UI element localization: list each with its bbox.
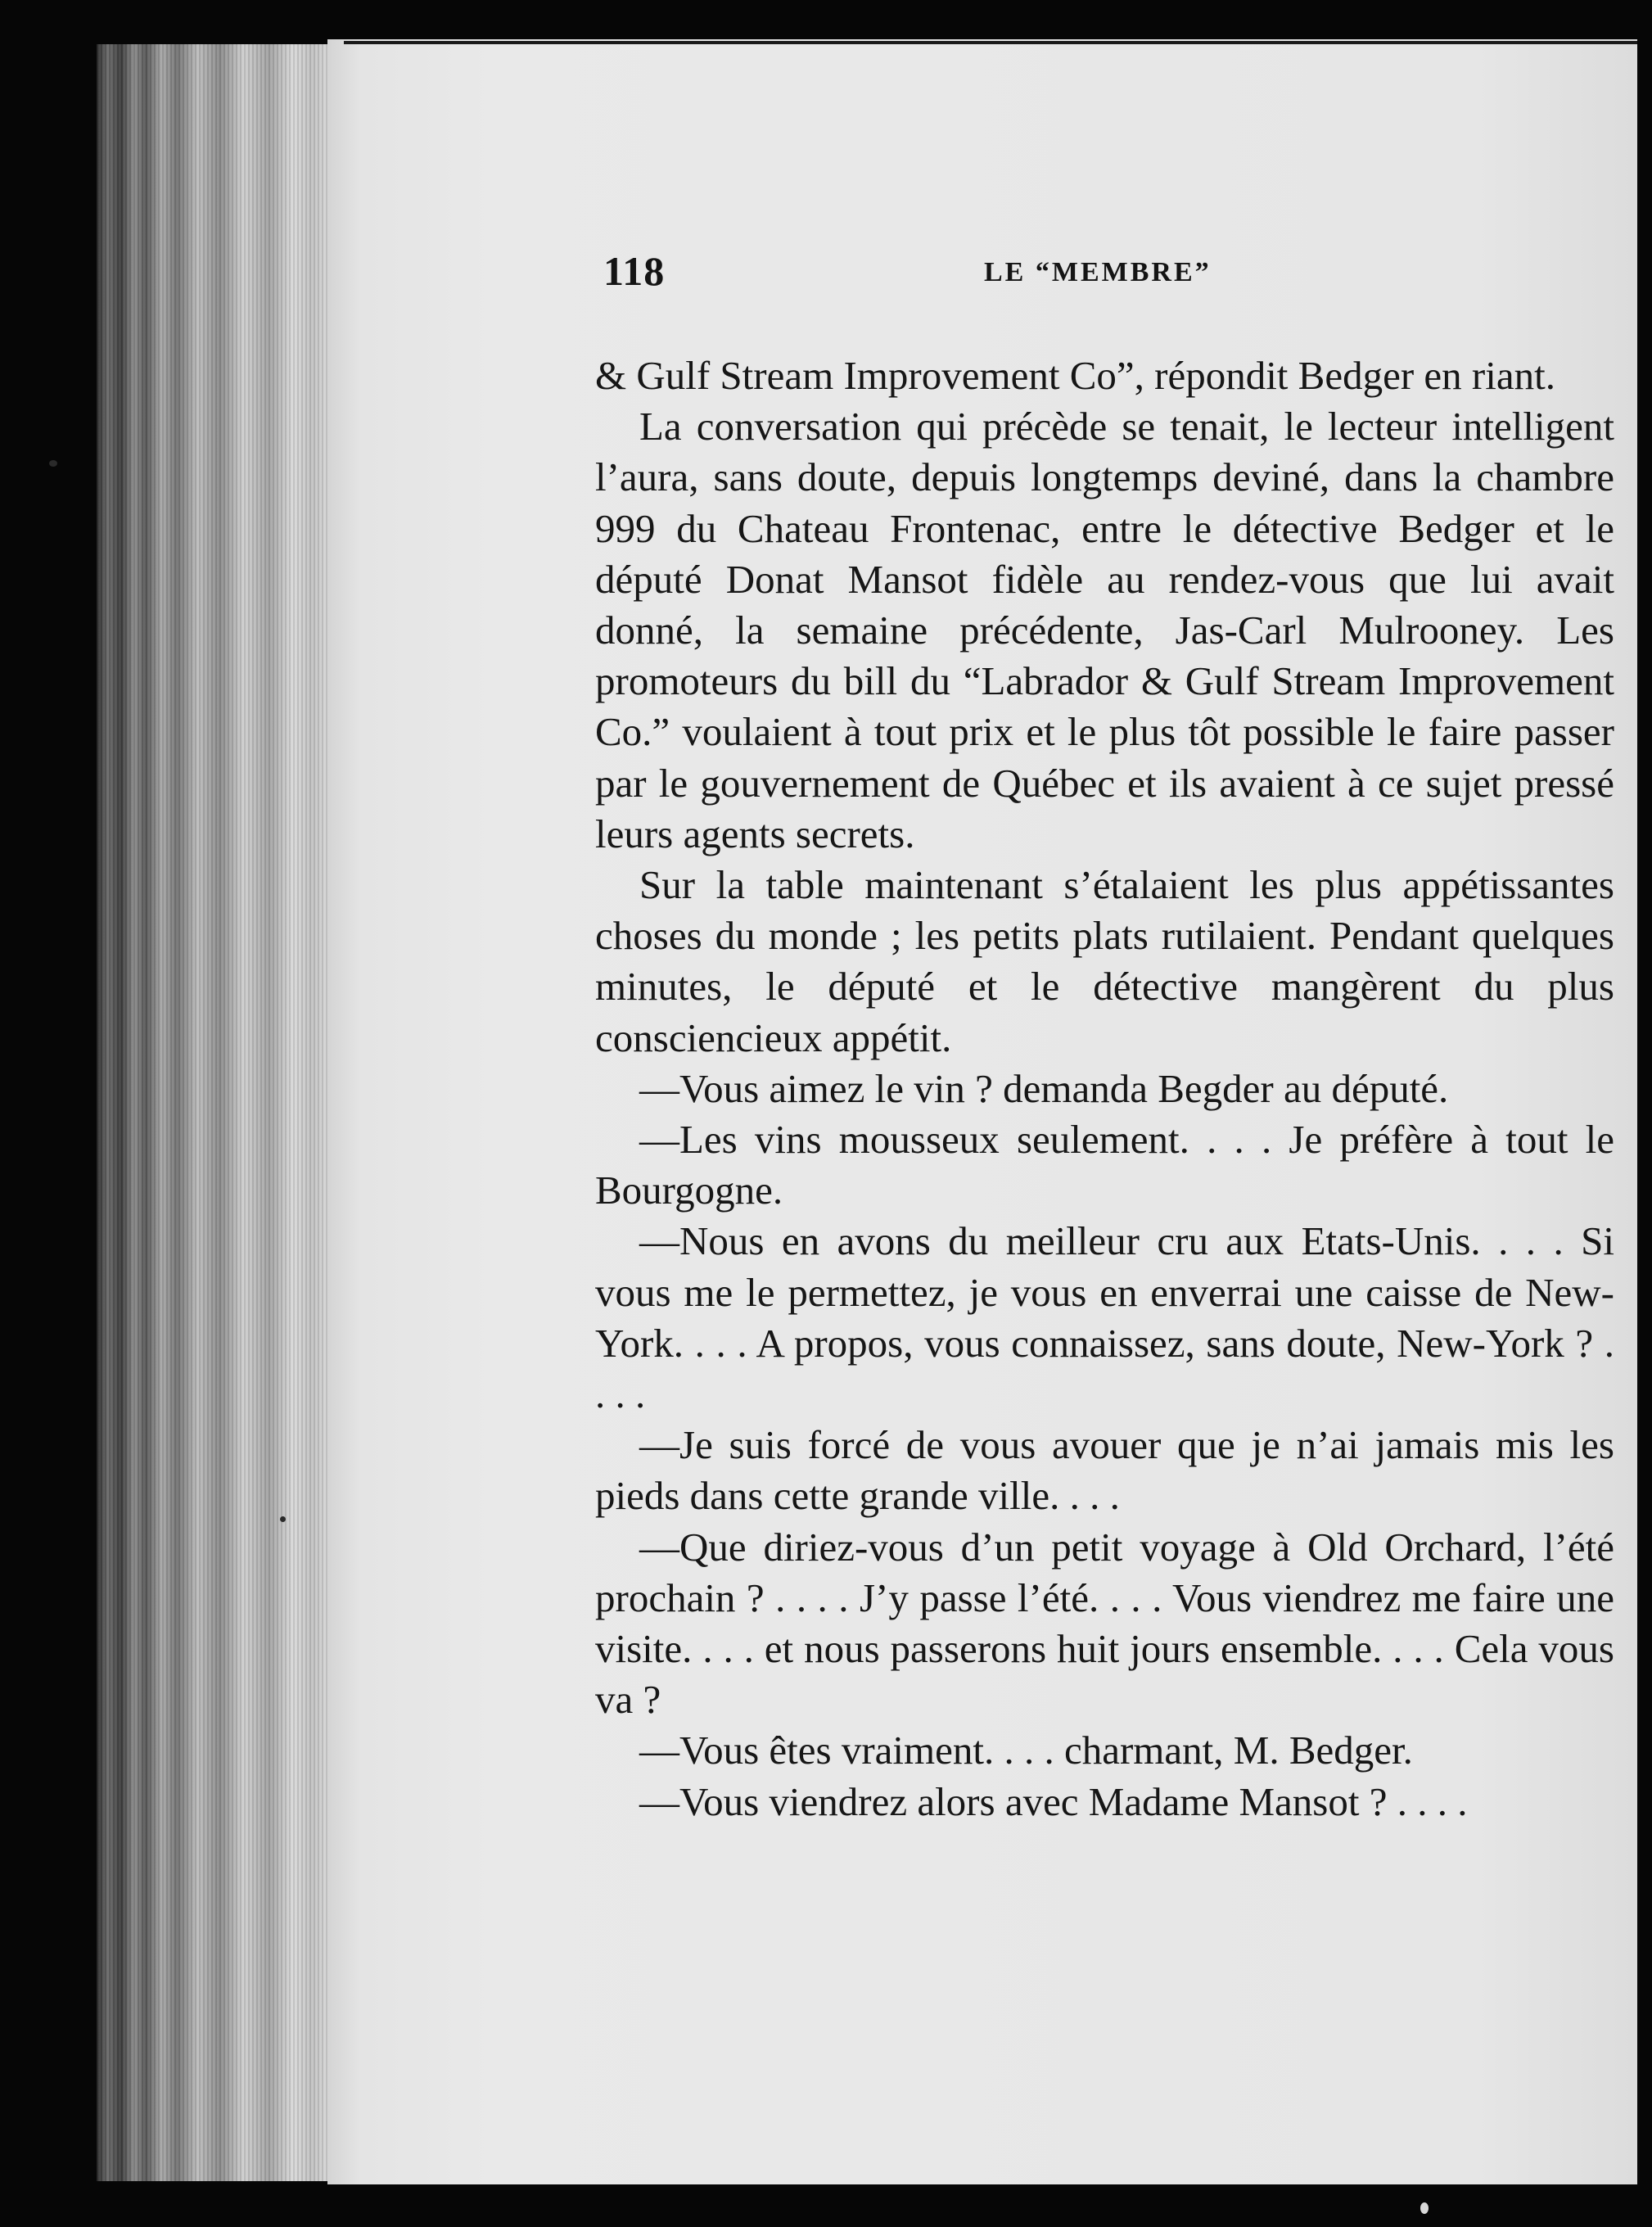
- dust-speck: [1420, 2202, 1429, 2214]
- paragraph: & Gulf Stream Improvement Co”, répondit Bedger en riant.: [595, 353, 1555, 398]
- book-page-edges: [97, 44, 334, 2181]
- dialogue-line: —Que diriez-vous d’un petit voyage à Old Orchard, l’été prochain ? . . . . J’y passe l’été. . . . Vous viendrez me faire une visite. . . . et nous passerons huit jours ensemble. . . . Cela vous va ?: [595, 1524, 1614, 1723]
- paragraph: Sur la table maintenant s’étalaient les plus appétissantes choses du monde ; les petits plats rutilaient. Pendant quelques minutes, le député et le détective mangèrent du plus consciencieux appétit.: [595, 862, 1614, 1060]
- dust-speck: [49, 460, 57, 467]
- dialogue-line: —Nous en avons du meilleur cru aux Etats-Unis. . . . Si vous me le permettez, je vous en enverrai une caisse de New-York. . . . A propos, vous connaissez, sans doute, New-York ? . . . .: [595, 1218, 1614, 1417]
- dialogue-line: —Les vins mousseux seulement. . . . Je préfère à tout le Bourgogne.: [595, 1117, 1614, 1213]
- page-number: 118: [603, 248, 666, 294]
- running-title: LE “MEMBRE”: [984, 257, 1212, 287]
- dialogue-line: —Je suis forcé de vous avouer que je n’ai jamais mis les pieds dans cette grande ville. . . .: [595, 1422, 1614, 1519]
- paragraph: La conversation qui précède se tenait, le lecteur intelligent l’aura, sans doute, depuis longtemps deviné, dans la chambre 999 du Chateau Frontenac, entre le détective Bedger et le député Donat Mansot fidèle au rendez-vous que lui avait donné, la semaine précédente, Jas-Carl Mulrooney. Les promoteurs du bill du “Labrador & Gulf Stream Improvement Co.” voulaient à tout prix et le plus tôt possible le faire passer par le gouvernement de Québec et ils avaient à ce sujet pressé leurs agents secrets.: [595, 404, 1614, 856]
- body-text: [595, 350, 1614, 1827]
- page-top-shadow: [344, 41, 1637, 44]
- running-head: [603, 247, 1609, 305]
- dialogue-line: —Vous aimez le vin ? demanda Begder au député.: [639, 1065, 1449, 1111]
- dust-speck: [280, 1516, 286, 1522]
- dialogue-line: —Vous êtes vraiment. . . . charmant, M. Bedger.: [639, 1728, 1413, 1773]
- dialogue-line: —Vous viendrez alors avec Madame Mansot ? . . . .: [639, 1778, 1468, 1824]
